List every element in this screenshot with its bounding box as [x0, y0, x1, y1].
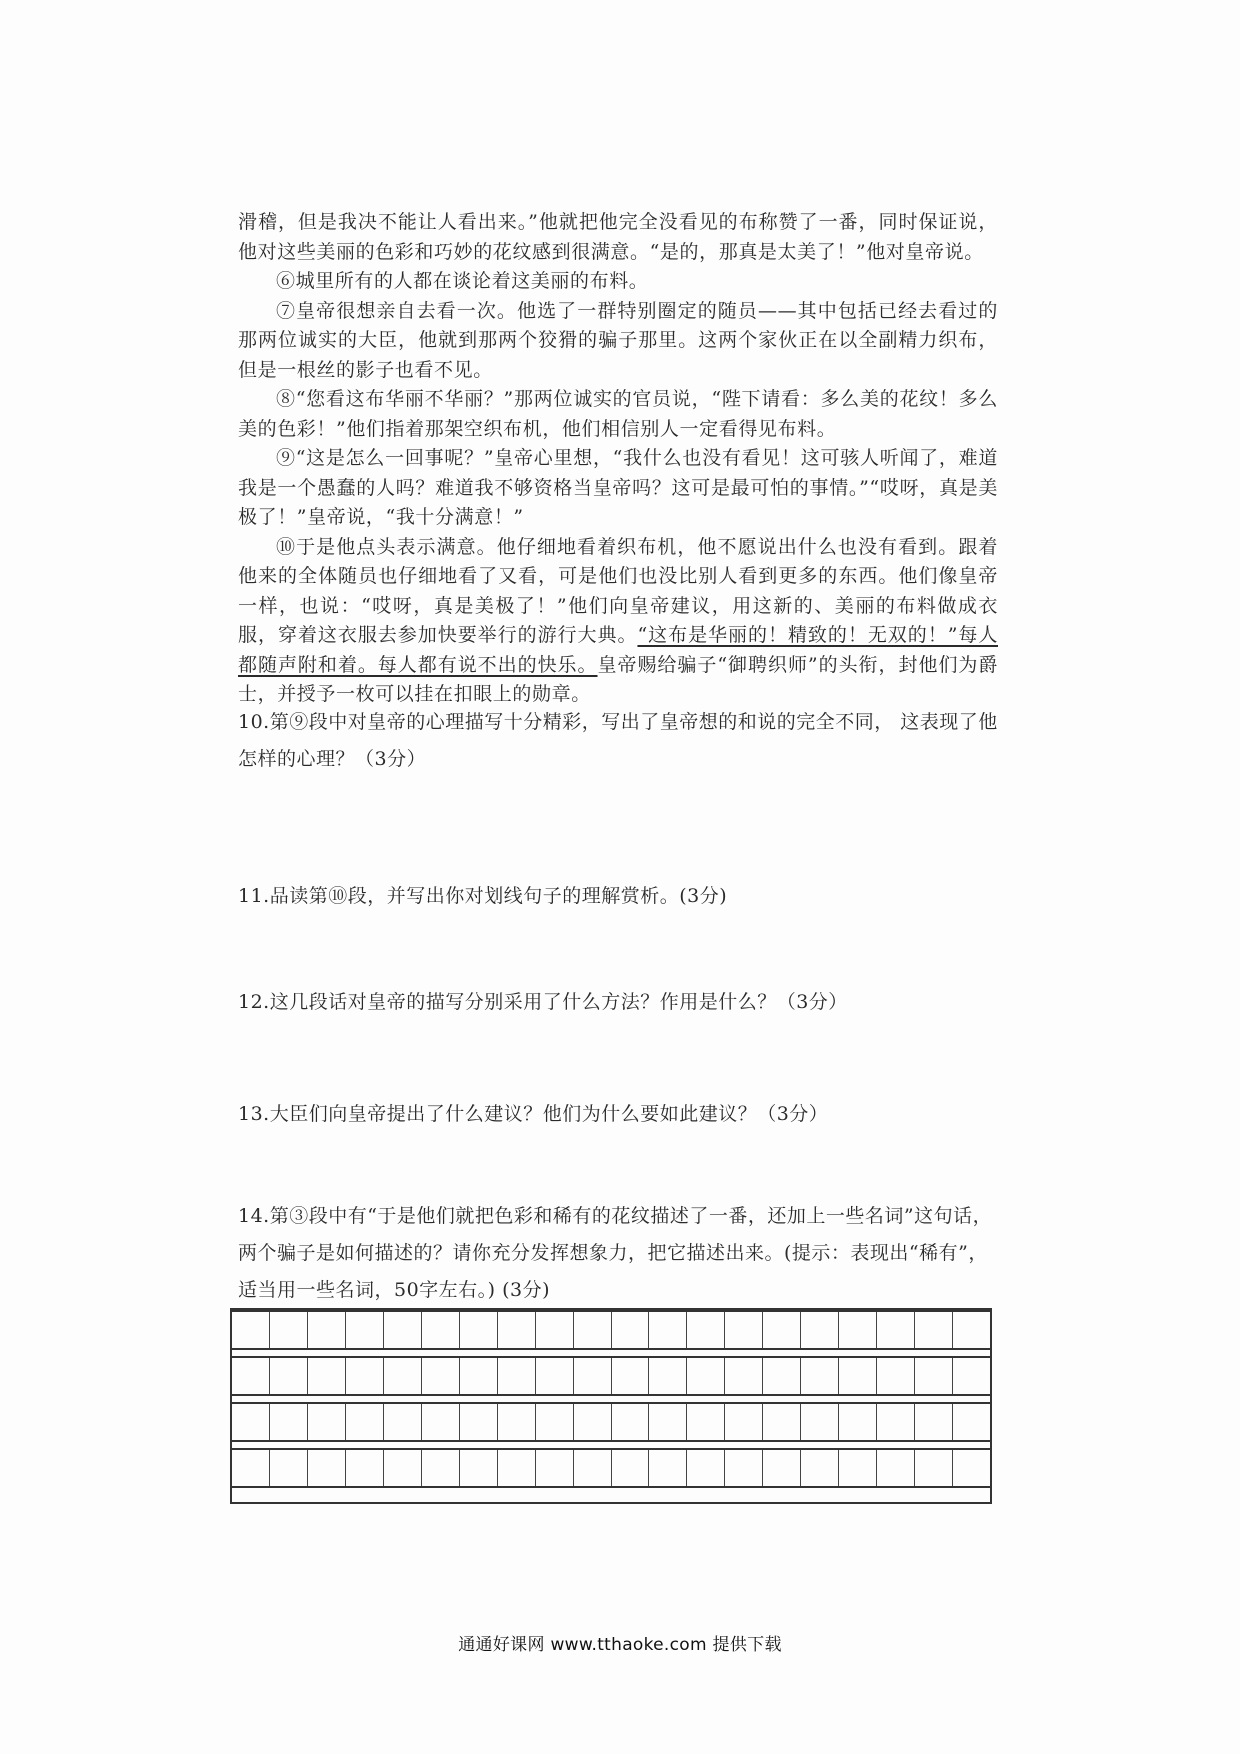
answer-grid-cell[interactable] — [612, 1450, 650, 1486]
answer-grid-cell[interactable] — [953, 1450, 990, 1486]
answer-grid-cell[interactable] — [422, 1358, 460, 1394]
answer-grid-cell[interactable] — [574, 1450, 612, 1486]
answer-grid-cell[interactable] — [270, 1312, 308, 1348]
answer-grid-cell[interactable] — [915, 1358, 953, 1394]
answer-grid-cell[interactable] — [498, 1450, 536, 1486]
answer-grid-cell[interactable] — [270, 1358, 308, 1394]
answer-grid-cell[interactable] — [612, 1358, 650, 1394]
answer-grid-cell[interactable] — [687, 1450, 725, 1486]
answer-grid-row — [232, 1448, 990, 1488]
answer-grid-cell[interactable] — [460, 1358, 498, 1394]
question-text: 第⑨段中对皇帝的心理描写十分精彩，写出了皇帝想的和说的完全不同， 这表现了他怎样的心理？（3分） — [238, 711, 998, 770]
answer-grid[interactable] — [230, 1308, 992, 1504]
answer-grid-cell[interactable] — [725, 1312, 763, 1348]
question-text: 大臣们向皇帝提出了什么建议？他们为什么要如此建议？（3分） — [269, 1103, 829, 1125]
answer-grid-cell[interactable] — [270, 1450, 308, 1486]
question-text: 这几段话对皇帝的描写分别采用了什么方法？作用是什么？（3分） — [269, 991, 848, 1013]
answer-grid-cell[interactable] — [915, 1404, 953, 1440]
passage-paragraph-8: ⑧“您看这布华丽不华丽？”那两位诚实的官员说，“陛下请看：多么美的花纹！多么美的色彩！”他们指着那架空织布机，他们相信别人一定看得见布料。 — [238, 388, 998, 440]
answer-grid-cell[interactable] — [232, 1312, 270, 1348]
answer-grid-cell[interactable] — [574, 1312, 612, 1348]
question-12 — [238, 984, 998, 1021]
question-13 — [238, 1096, 998, 1133]
passage-paragraph-10 — [238, 533, 998, 710]
answer-grid-cell[interactable] — [460, 1450, 498, 1486]
passage-paragraph-9: ⑨“这是怎么一回事呢？”皇帝心里想，“我什么也没有看见！这可骇人听闻了，难道我是一个愚蠢的人吗？难道我不够资格当皇帝吗？这可是最可怕的事情。”“哎呀，真是美极了！”皇帝说，“我十分满意！” — [238, 447, 998, 528]
answer-grid-cell[interactable] — [232, 1358, 270, 1394]
answer-grid-cell[interactable] — [953, 1312, 990, 1348]
answer-grid-row — [232, 1402, 990, 1442]
answer-grid-cell[interactable] — [649, 1312, 687, 1348]
answer-grid-cell[interactable] — [839, 1358, 877, 1394]
answer-grid-cell[interactable] — [460, 1312, 498, 1348]
answer-grid-cell[interactable] — [422, 1312, 460, 1348]
answer-grid-cell[interactable] — [877, 1312, 915, 1348]
question-text: 第③段中有“于是他们就把色彩和稀有的花纹描述了一番，还加上一些名词”这句话，两个骗子是如何描述的？请你充分发挥想象力，把它描述出来。(提示：表现出“稀有”，适当用一些名词，50字左右。) (3分) — [238, 1205, 993, 1301]
passage-paragraph-7: ⑦皇帝很想亲自去看一次。他选了一群特别圈定的随员——其中包括已经去看过的那两位诚实的大臣，他就到那两个狡猾的骗子那里。这两个家伙正在以全副精力织布，但是一根丝的影子也看不见。 — [238, 299, 998, 381]
answer-grid-cell[interactable] — [498, 1404, 536, 1440]
answer-grid-cell[interactable] — [346, 1358, 384, 1394]
answer-grid-cell[interactable] — [915, 1450, 953, 1486]
answer-grid-cell[interactable] — [346, 1312, 384, 1348]
answer-grid-cell[interactable] — [687, 1312, 725, 1348]
answer-grid-cell[interactable] — [763, 1404, 801, 1440]
answer-grid-cell[interactable] — [422, 1450, 460, 1486]
answer-grid-cell[interactable] — [308, 1312, 346, 1348]
answer-grid-cell[interactable] — [763, 1312, 801, 1348]
answer-grid-cell[interactable] — [308, 1358, 346, 1394]
question-10 — [238, 704, 998, 778]
answer-grid-cell[interactable] — [839, 1312, 877, 1348]
answer-grid-cell[interactable] — [384, 1312, 422, 1348]
question-number: 10. — [238, 711, 270, 733]
answer-grid-cell[interactable] — [877, 1450, 915, 1486]
answer-grid-cell[interactable] — [384, 1358, 422, 1394]
answer-grid-cell[interactable] — [801, 1450, 839, 1486]
answer-grid-cell[interactable] — [612, 1312, 650, 1348]
answer-grid-cell[interactable] — [422, 1404, 460, 1440]
question-number: 14. — [238, 1205, 270, 1227]
answer-grid-cell[interactable] — [649, 1358, 687, 1394]
answer-grid-cell[interactable] — [649, 1450, 687, 1486]
answer-grid-row — [232, 1310, 990, 1350]
answer-grid-cell[interactable] — [612, 1404, 650, 1440]
question-11 — [238, 878, 998, 915]
answer-grid-cell[interactable] — [839, 1404, 877, 1440]
answer-grid-cell[interactable] — [953, 1404, 990, 1440]
answer-grid-cell[interactable] — [384, 1450, 422, 1486]
answer-grid-cell[interactable] — [498, 1312, 536, 1348]
answer-grid-cell[interactable] — [801, 1404, 839, 1440]
answer-grid-cell[interactable] — [308, 1450, 346, 1486]
paragraph-10-text-b: 皇帝赐给骗子“御聘织师”的头衔，封他们为爵士，并授予一枚可以挂在扣眼上的勋章。 — [238, 653, 998, 705]
answer-grid-cell[interactable] — [384, 1404, 422, 1440]
answer-grid-cell[interactable] — [763, 1450, 801, 1486]
question-number: 12. — [238, 991, 270, 1013]
answer-grid-cell[interactable] — [460, 1404, 498, 1440]
answer-grid-cell[interactable] — [536, 1450, 574, 1486]
answer-grid-cell[interactable] — [725, 1358, 763, 1394]
answer-grid-row — [232, 1356, 990, 1396]
answer-grid-cell[interactable] — [536, 1312, 574, 1348]
answer-grid-cell[interactable] — [801, 1312, 839, 1348]
answer-grid-cell[interactable] — [801, 1358, 839, 1394]
answer-grid-cell[interactable] — [232, 1404, 270, 1440]
answer-grid-cell[interactable] — [687, 1358, 725, 1394]
question-number: 13. — [238, 1103, 270, 1125]
answer-grid-cell[interactable] — [498, 1358, 536, 1394]
answer-grid-cell[interactable] — [725, 1450, 763, 1486]
footer-source: 通通好课网 www.tthaoke.com 提供下载 — [458, 1635, 782, 1655]
paragraph-10-text-a: ⑩于是他点头表示满意。他仔细地看着织布机，他不愿说出什么也没有看到。跟着他来的全体随员也仔细地看了又看，可是他们也没比别人看到更多的东西。他们像皇帝一样，也说：“哎呀，真是美极了！”他们向皇帝建议，用这新的、美丽的布料做成衣服，穿着这衣服去参加快要举行的游行大典。 — [238, 535, 998, 646]
reading-passage — [238, 208, 998, 710]
answer-grid-cell[interactable] — [877, 1404, 915, 1440]
answer-grid-cell[interactable] — [877, 1358, 915, 1394]
answer-grid-cell[interactable] — [839, 1450, 877, 1486]
answer-grid-cell[interactable] — [763, 1358, 801, 1394]
answer-grid-cell[interactable] — [953, 1358, 990, 1394]
answer-grid-cell[interactable] — [536, 1404, 574, 1440]
answer-grid-cell[interactable] — [270, 1404, 308, 1440]
answer-grid-cell[interactable] — [574, 1404, 612, 1440]
answer-grid-cell[interactable] — [308, 1404, 346, 1440]
passage-paragraph-continued: 滑稽，但是我决不能让人看出来。”他就把他完全没看见的布称赞了一番，同时保证说，他对这些美丽的色彩和巧妙的花纹感到很满意。“是的，那真是太美了！”他对皇帝说。 — [238, 211, 998, 263]
underlined-sentence: “这布是华丽的！精致的！无双的！”每人都随声附和着。每人都有说不出的快乐。 — [238, 624, 998, 676]
answer-grid-cell[interactable] — [649, 1404, 687, 1440]
answer-grid-cell[interactable] — [915, 1312, 953, 1348]
question-number: 11. — [238, 885, 270, 907]
question-14 — [238, 1198, 998, 1309]
answer-grid-cell[interactable] — [346, 1450, 384, 1486]
answer-grid-cell[interactable] — [687, 1404, 725, 1440]
answer-grid-cell[interactable] — [574, 1358, 612, 1394]
answer-grid-cell[interactable] — [346, 1404, 384, 1440]
answer-grid-cell[interactable] — [536, 1358, 574, 1394]
passage-paragraph-6: ⑥城里所有的人都在谈论着这美丽的布料。 — [276, 270, 649, 292]
answer-grid-cell[interactable] — [232, 1450, 270, 1486]
question-text: 品读第⑩段，并写出你对划线句子的理解赏析。(3分) — [269, 885, 728, 907]
answer-grid-cell[interactable] — [725, 1404, 763, 1440]
